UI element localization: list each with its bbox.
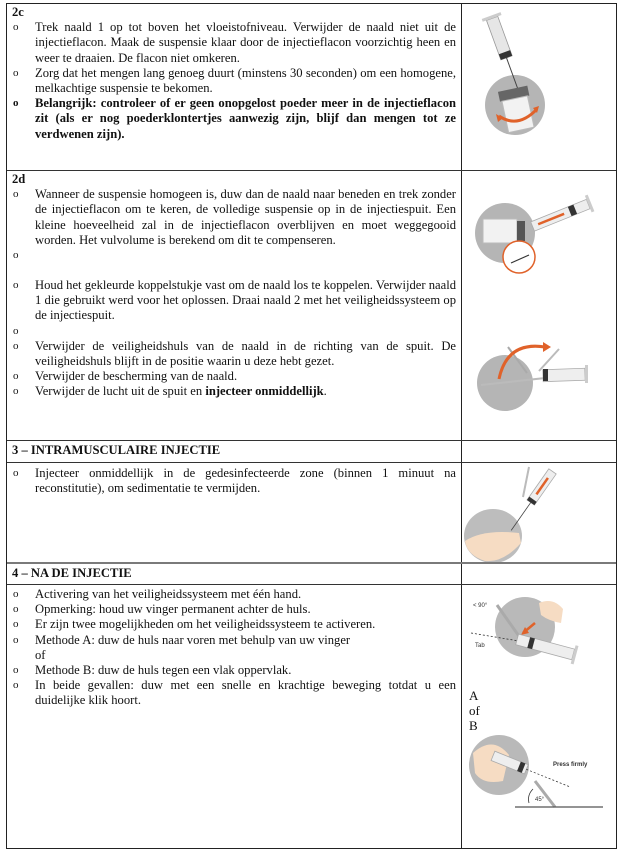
method-a-text: Methode A: duw de huls naar voren met behulp van uw vinger [35,632,351,647]
section-title-3: 3 – INTRAMUSCULAIRE INJECTIE [12,443,221,457]
instruction-table [6,3,617,849]
syringe-in-vial-swirl-illustration [463,4,615,170]
intramuscular-injection-illustration [463,463,615,563]
row-2c [7,4,616,170]
press-firmly-label: Press firmly [553,762,588,768]
spacer [12,324,456,339]
cell-4-image [463,585,615,848]
cell-2d-image [463,171,615,440]
emphasis-text: injecteer onmiddellijk [205,384,324,399]
list-item: o Verwijder de veiligheidshuls van de naald in de richting van de spuit. De veiligheidshuls blijft in de positie waarin u deze hebt gezet. [12,339,456,369]
text-segment: . [323,384,327,399]
list-item: o Opmerking: houd uw vinger permanent achter de huls. [12,602,456,617]
list-item: o Activering van het veiligheidssysteem met één hand. [12,587,456,602]
list-item [12,384,456,399]
text-segment: Verwijder de lucht uit de spuit en [35,384,206,399]
cell-3-image [463,463,615,562]
cell-2d-text [12,172,456,399]
safety-sheath-rotate-illustration [463,171,615,441]
cell-3-text [12,466,456,496]
row-3-body [7,462,616,562]
list-item: o Er zijn twee mogelijkheden om het veiligheidssysteem te activeren. [12,617,456,632]
cell-2c-image [463,4,615,170]
letter-a: A [469,688,479,703]
or-text: of [35,647,46,662]
cell-2c-text [12,5,456,142]
angle-label-b: 45° [535,797,545,803]
list-item: o Zorg dat het mengen lang genoeg duurt (minstens 30 seconden) om een homogene, melkachtige suspensie te bekomen. [12,66,456,96]
angle-label-a: < 90° [473,603,488,609]
section-label-2c: 2c [12,5,24,19]
method-b-illustration [463,585,615,851]
section-title-4: 4 – NA DE INJECTIE [12,566,132,580]
section-label-2d: 2d [12,172,26,186]
row-4-header [7,562,616,584]
list-item: o In beide gevallen: duw met een snelle en krachtige beweging totdat u een duidelijke klik hoort. [12,678,456,708]
list-item: o Verwijder de bescherming van de naald. [12,369,456,384]
cell-4-text [12,587,456,709]
row-3-header [7,440,616,462]
tab-label: Tab [475,643,485,649]
letter-b: B [469,718,478,733]
list-item: o Belangrijk: controleer of er geen onopgelost poeder meer in de injectieflacon zit (als er nog poederklontertjes aanwezig zijn, blijf dan mengen tot ze verdwenen zijn). [12,96,456,142]
list-item: o Methode B: duw de huls tegen een vlak oppervlak. [12,663,456,678]
letter-of: of [469,703,480,718]
spacer [12,248,456,278]
list-item: o Houd het gekleurde koppelstukje vast om de naald los te koppelen. Verwijder naald 1 die gebruikt werd voor het oplossen. Draai naald 2 met het veiligheidssysteem op de injectiespuit. [12,278,456,324]
row-4-body [7,584,616,848]
list-item: o Injecteer onmiddellijk in de gedesinfecteerde zone (binnen 1 minuut na reconstitutie), om sedimentatie te vermijden. [12,466,456,496]
list-item: o Wanneer de suspensie homogeen is, duw dan de naald naar beneden en trek zonder de injectieflacon om te keren, de volledige suspensie op in de injectiespuit. Een kleine hoeveelheid zal in de injectieflacon overblijven en moet weggegooid worden. Het vulvolume is berekend om dit te compenseren. [12,187,456,248]
list-item [12,633,456,663]
row-2d [7,170,616,440]
list-item: o Trek naald 1 op tot boven het vloeistofniveau. Verwijder de naald niet uit de injectieflacon. Maak de suspensie klaar door de injectieflacon voorzichtig heen en weer te draaien. De flacon niet omkeren. [12,20,456,66]
